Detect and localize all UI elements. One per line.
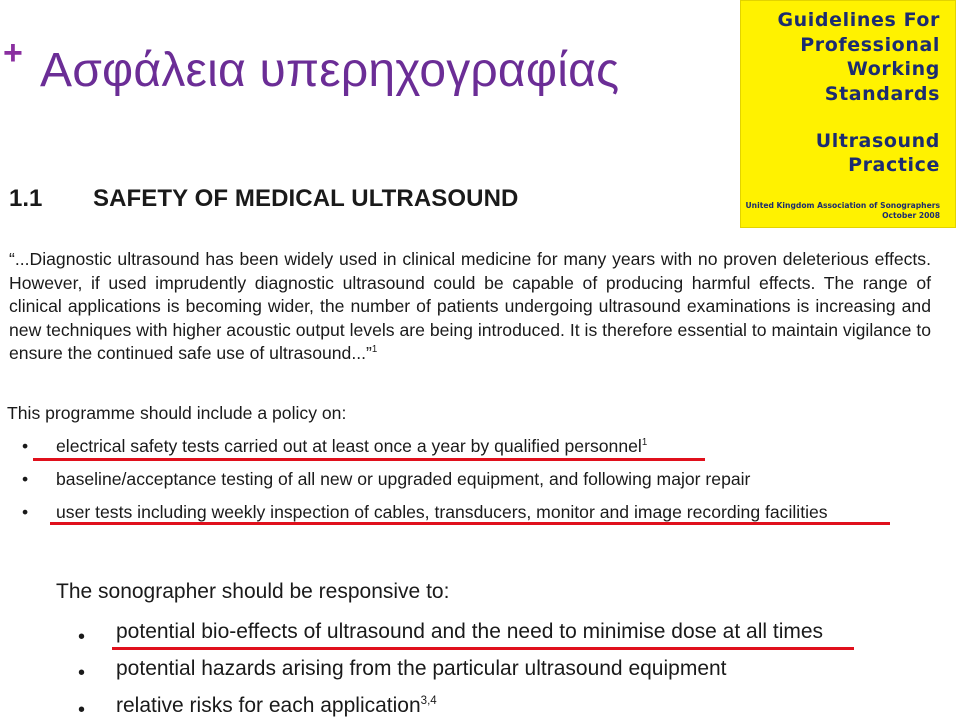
list-item — [116, 618, 823, 646]
cover-date: October 2008 — [882, 210, 940, 220]
policy-item-text: baseline/acceptance testing of all new or upgraded equipment, and following major repair — [56, 469, 751, 489]
list-item — [56, 435, 647, 457]
responsive-item-text: relative risks for each application — [116, 694, 421, 717]
policy-item-text: user tests including weekly inspection of cables, transducers, monitor and image recording facilities — [56, 502, 828, 522]
responsive-item-footnote-ref: 3,4 — [420, 695, 437, 707]
responsive-item-text: potential hazards arising from the particular ultrasound equipment — [116, 657, 727, 680]
quote-text: “...Diagnostic ultrasound has been widely used in clinical medicine for many years with no proven deleterious effects. However, if used imprudently diagnostic ultrasound could be capable of producing harmful effects. The range of clinical applications is becoming wider, the number of patients undergoing ultrasound examinations is increasing and new techniques with higher acoustic output levels are being introduced. It is therefore essential to maintain vigilance to ensure the continued safe use of ultrasound...” — [9, 249, 931, 363]
highlight-underline — [33, 458, 705, 461]
policy-item-text: electrical safety tests carried out at least once a year by qualified personnel — [56, 436, 642, 456]
cover-organization-block — [730, 201, 940, 220]
list-item — [56, 501, 882, 523]
section-heading: SAFETY OF MEDICAL ULTRASOUND — [93, 185, 519, 212]
list-item — [56, 468, 750, 490]
bullet-icon: • — [22, 502, 29, 522]
cover-title: Guidelines For Professional Working Standards — [777, 9, 940, 105]
bullet-icon: • — [78, 626, 86, 648]
bullet-icon: • — [22, 436, 29, 456]
highlight-underline — [50, 522, 890, 525]
cover-organization: United Kingdom Association of Sonographers — [745, 201, 940, 210]
responsive-intro: The sonographer should be responsive to: — [56, 580, 450, 603]
cover-subtitle: Ultrasound Practice — [815, 130, 940, 176]
bullet-icon: • — [78, 662, 86, 684]
quote-footnote-ref: 1 — [371, 344, 378, 356]
plus-icon: + — [3, 34, 23, 72]
policy-item-footnote-ref: 1 — [641, 437, 648, 449]
bullet-icon: • — [78, 699, 86, 721]
highlight-underline — [112, 647, 854, 650]
list-item — [116, 692, 437, 720]
policy-intro: This programme should include a policy on: — [7, 403, 347, 423]
quote-paragraph — [9, 248, 931, 366]
slide-title: Ασφάλεια υπερηχογραφίας — [40, 44, 620, 97]
list-item — [116, 655, 727, 683]
bullet-icon: • — [22, 469, 29, 489]
guidelines-cover — [740, 0, 956, 228]
section-number: 1.1 — [9, 185, 43, 212]
responsive-item-text: potential bio-effects of ultrasound and the need to minimise dose at all times — [116, 620, 824, 643]
